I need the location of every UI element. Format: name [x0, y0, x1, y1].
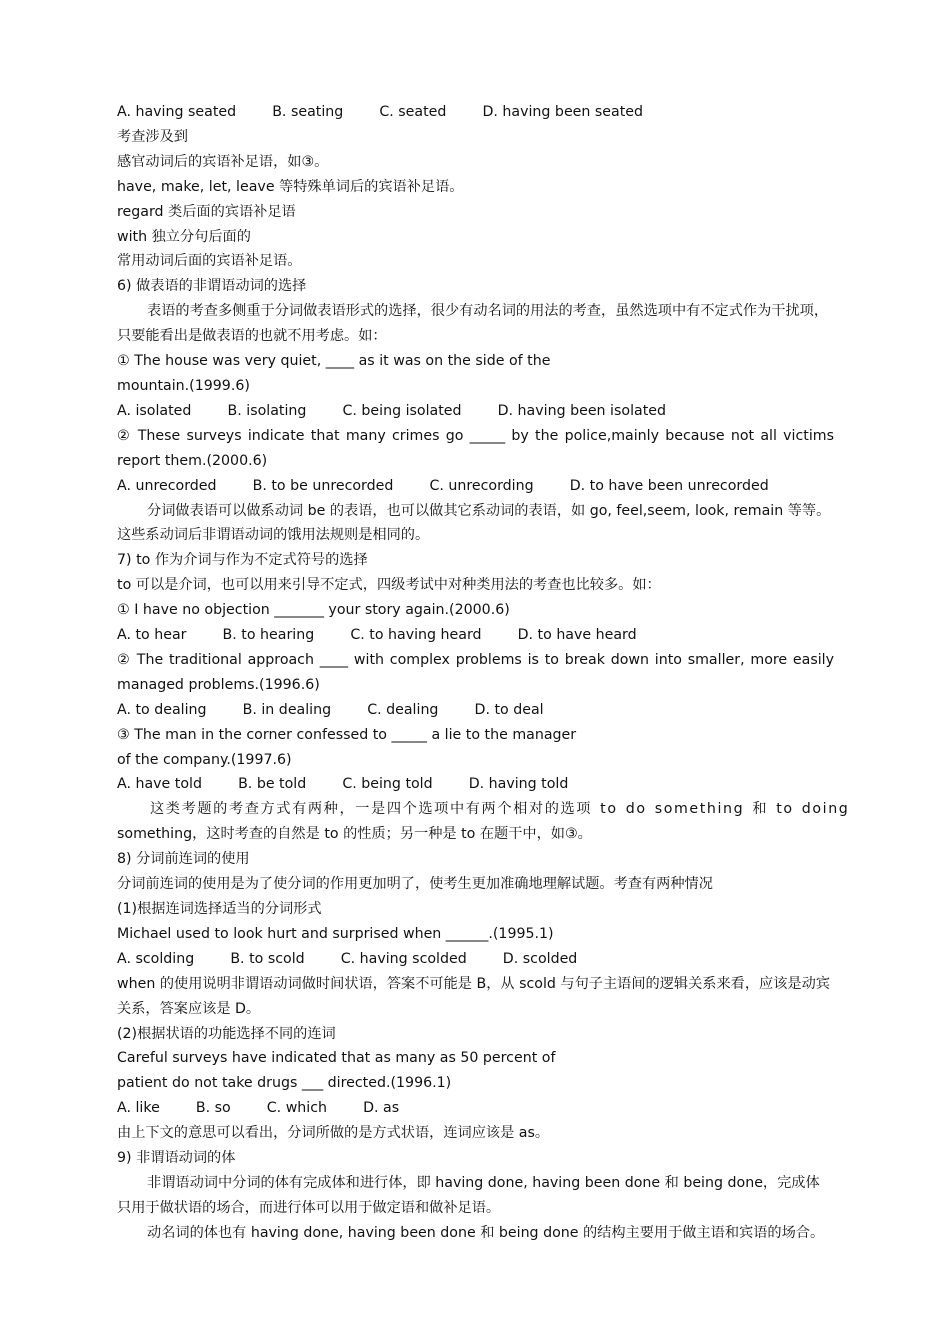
paragraph-line: 表语的考查多侧重于分词做表语形式的选择，很少有动名词的用法的考查，虽然选项中有不定式作为干扰项，	[147, 303, 829, 320]
question-text: of the company.(1997.6)	[117, 751, 292, 768]
section-heading-8: 8) 分词前连词的使用	[117, 851, 250, 868]
paragraph-line: 只用于做状语的场合，而进行体可以用于做定语和做补足语。	[117, 1199, 501, 1216]
text-line: regard 类后面的宾语补足语	[117, 203, 296, 220]
paragraph-line: something，这时考查的自然是 to 的性质；另一种是 to 在题干中，如③。	[117, 826, 592, 843]
subheading: (1)根据连词选择适当的分词形式	[117, 901, 322, 917]
options-q5: A. having seated B. seating C. seated D. having been seated	[117, 104, 644, 120]
options-line: A. scolding B. to scold C. having scolded D. scolded	[117, 950, 578, 967]
section-heading-7: 7) to 作为介词与作为不定式符号的选择	[117, 552, 368, 569]
question-text: ② The traditional approach ____ with complex problems is to break down into smaller, more easily	[117, 651, 834, 668]
options-line: A. isolated B. isolating C. being isolated D. having been isolated	[117, 402, 667, 419]
question-text: report them.(2000.6)	[117, 452, 268, 469]
options-line: A. have told B. be told C. being told D. having told	[117, 776, 569, 793]
paragraph-line: to 可以是介词，也可以用来引导不定式，四级考试中对种类用法的考查也比较多。如：	[117, 577, 661, 594]
question-text: ③ The man in the corner confessed to _____ a lie to the manager	[117, 726, 577, 743]
text-line: have, make, let, leave 等特殊单词后的宾语补足语。	[117, 178, 464, 195]
question-text: managed problems.(1996.6)	[117, 676, 320, 693]
options-line: A. unrecorded B. to be unrecorded C. unrecording D. to have been unrecorded	[117, 477, 769, 494]
question-text: Michael used to look hurt and surprised when ______.(1995.1)	[117, 925, 554, 942]
paragraph-line: 非谓语动词中分词的体有完成体和进行体，即 having done, having been done 和 being done，完成体	[147, 1174, 820, 1191]
section-heading-9: 9) 非谓语动词的体	[117, 1150, 236, 1167]
paragraph-line: 这类考题的考查方式有两种，一是四个选项中有两个相对的选项 to do something 和 to doing	[150, 801, 850, 818]
text-line: 常用动词后面的宾语补足语。	[117, 253, 302, 270]
subheading: (2)根据状语的功能选择不同的连词	[117, 1025, 336, 1042]
text-line: with 独立分句后面的	[117, 228, 251, 245]
paragraph-line: 动名词的体也有 having done, having been done 和 being done 的结构主要用于做主语和宾语的场合。	[147, 1224, 825, 1241]
text-line: 考查涉及到	[117, 128, 188, 145]
options-line: A. to hear B. to hearing C. to having heard D. to have heard	[117, 627, 637, 644]
question-text: mountain.(1999.6)	[117, 377, 250, 394]
options-line: A. like B. so C. which D. as	[117, 1100, 400, 1117]
question-text: patient do not take drugs ___ directed.(1996.1)	[117, 1075, 452, 1092]
question-text: Careful surveys have indicated that as many as 50 percent of	[117, 1050, 556, 1067]
paragraph-line: 分词前连词的使用是为了使分词的作用更加明了，使考生更加准确地理解试题。考查有两种情况	[117, 876, 713, 893]
question-text: ① The house was very quiet, ____ as it was on the side of the	[117, 353, 551, 370]
paragraph-line: 由上下文的意思可以看出，分词所做的是方式状语，连词应该是 as。	[117, 1125, 550, 1142]
options-line: A. to dealing B. in dealing C. dealing D. to deal	[117, 701, 544, 718]
paragraph-line: 只要能看出是做表语的也就不用考虑。如：	[117, 328, 387, 345]
question-text: ② These surveys indicate that many crimes go _____ by the police,mainly because not all victims	[117, 427, 834, 444]
section-heading-6: 6) 做表语的非谓语动词的选择	[117, 278, 307, 295]
paragraph-line: 分词做表语可以做系动词 be 的表语，也可以做其它系动词的表语，如 go, feel,seem, look, remain 等等。	[147, 502, 831, 519]
paragraph-line: when 的使用说明非谓语动词做时间状语，答案不可能是 B，从 scold 与句子主语间的逻辑关系来看，应该是动宾	[117, 975, 830, 992]
paragraph-line: 关系，答案应该是 D。	[117, 1000, 261, 1017]
question-text: ① I have no objection _______ your story again.(2000.6)	[117, 602, 510, 619]
paragraph-line: 这些系动词后非谓语动词的饿用法规则是相同的。	[117, 527, 430, 544]
text-line: 感官动词后的宾语补足语，如③。	[117, 153, 329, 170]
